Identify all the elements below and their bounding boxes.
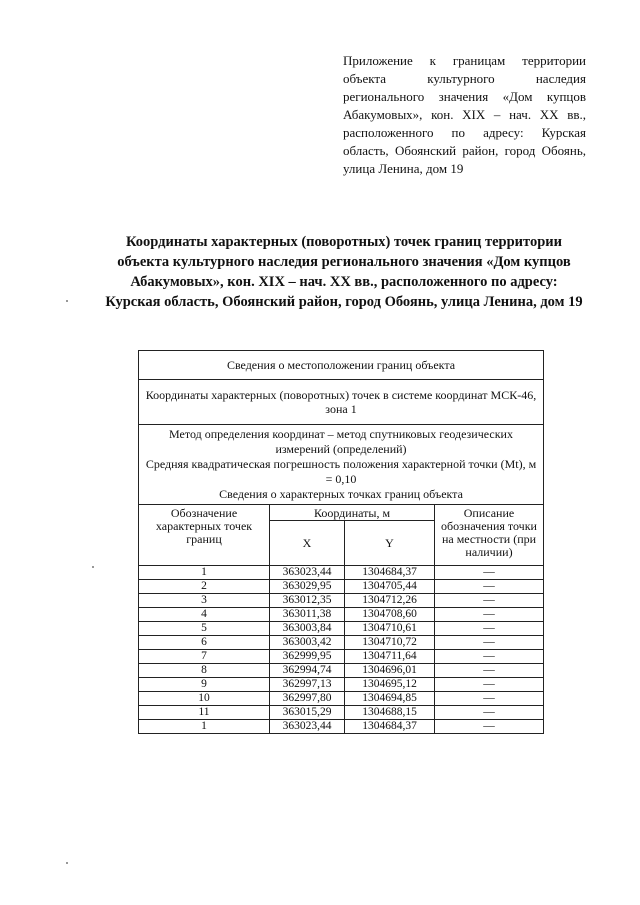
coordinates-table-container (138, 350, 543, 734)
y-cell: 1304712,26 (345, 594, 435, 608)
x-cell: 363015,29 (270, 706, 345, 720)
section-points-title: Сведения о характерных точках границ объекта (219, 487, 463, 501)
scan-speck (92, 566, 94, 568)
header-y: Y (345, 521, 435, 566)
x-cell: 362997,13 (270, 678, 345, 692)
description-cell (435, 664, 544, 678)
header-x: X (270, 521, 345, 566)
coordinates-table (138, 350, 544, 734)
description-text: — (483, 622, 495, 634)
x-cell: 363003,42 (270, 636, 345, 650)
point-cell: 6 (139, 636, 270, 650)
description-cell (435, 650, 544, 664)
method-text: Метод определения координат – метод спутниковых геодезических измерений (определений) (169, 427, 513, 456)
x-cell: 362999,95 (270, 650, 345, 664)
description-text: — (483, 664, 495, 676)
section-coordinate-system: Координаты характерных (поворотных) точек в системе координат МСК-46, зона 1 (139, 380, 544, 425)
section-method (139, 425, 544, 505)
y-cell: 1304684,37 (345, 720, 435, 734)
description-cell (435, 720, 544, 734)
header-description: Описание обозначения точки на местности (при наличии) (435, 505, 544, 566)
point-cell: 2 (139, 580, 270, 594)
description-text: — (483, 608, 495, 620)
table-row (139, 720, 544, 734)
description-text: — (483, 678, 495, 690)
description-cell (435, 636, 544, 650)
coordinate-rows (139, 566, 544, 734)
y-cell: 1304710,61 (345, 622, 435, 636)
table-row (139, 636, 544, 650)
y-cell: 1304696,01 (345, 664, 435, 678)
table-row (139, 664, 544, 678)
y-cell: 1304711,64 (345, 650, 435, 664)
description-cell (435, 692, 544, 706)
description-cell (435, 706, 544, 720)
description-text: — (483, 650, 495, 662)
point-cell: 3 (139, 594, 270, 608)
x-cell: 362997,80 (270, 692, 345, 706)
y-cell: 1304684,37 (345, 566, 435, 580)
y-cell: 1304708,60 (345, 608, 435, 622)
table-row (139, 706, 544, 720)
x-cell: 362994,74 (270, 664, 345, 678)
table-row (139, 692, 544, 706)
description-text: — (483, 636, 495, 648)
x-cell: 363029,95 (270, 580, 345, 594)
description-text: — (483, 706, 495, 718)
description-cell (435, 622, 544, 636)
description-text: — (483, 720, 495, 732)
y-cell: 1304705,44 (345, 580, 435, 594)
scan-speck (66, 300, 68, 302)
point-cell: 7 (139, 650, 270, 664)
description-cell (435, 566, 544, 580)
description-cell (435, 608, 544, 622)
x-cell: 363003,84 (270, 622, 345, 636)
description-cell (435, 678, 544, 692)
x-cell: 363023,44 (270, 720, 345, 734)
description-text: — (483, 594, 495, 606)
table-row (139, 594, 544, 608)
point-cell: 9 (139, 678, 270, 692)
y-cell: 1304710,72 (345, 636, 435, 650)
appendix-text: Приложение к границам территории объекта культурного наследия регионального значения «Дом купцов Абакумовых», кон. XIX – нач. XX вв., расположенного по адресу: Курская область, Обоянский район, город Обоянь, улица Ленина, дом 19 (343, 53, 586, 176)
table-row (139, 678, 544, 692)
y-cell: 1304694,85 (345, 692, 435, 706)
point-cell: 5 (139, 622, 270, 636)
document-title (104, 232, 584, 312)
scan-speck (66, 862, 68, 864)
section-row-coordinate-system (139, 380, 544, 425)
section-location: Сведения о местоположении границ объекта (139, 351, 544, 380)
description-cell (435, 580, 544, 594)
table-row (139, 650, 544, 664)
table-row (139, 608, 544, 622)
table-row (139, 622, 544, 636)
header-coordinates: Координаты, м (270, 505, 435, 521)
point-cell: 11 (139, 706, 270, 720)
point-cell: 1 (139, 720, 270, 734)
description-text: — (483, 566, 495, 578)
y-cell: 1304688,15 (345, 706, 435, 720)
point-cell: 1 (139, 566, 270, 580)
table-row (139, 566, 544, 580)
section-row-method (139, 425, 544, 505)
table-row (139, 580, 544, 594)
document-title-text: Координаты характерных (поворотных) точек границ территории объекта культурного наследия регионального значения «Дом купцов Абакумовых», кон. XIX – нач. XX вв., расположенного по адресу: Курская область, Обоянский район, город Обоянь, улица Ленина, дом 19 (105, 234, 583, 310)
point-cell: 10 (139, 692, 270, 706)
x-cell: 363023,44 (270, 566, 345, 580)
accuracy-text: Средняя квадратическая погрешность положения характерной точки (Mt), м = 0,10 (145, 457, 537, 486)
header-designation: Обозначение характерных точек границ (139, 505, 270, 566)
header-row-top (139, 505, 544, 521)
description-cell (435, 594, 544, 608)
description-text: — (483, 692, 495, 704)
x-cell: 363012,35 (270, 594, 345, 608)
x-cell: 363011,38 (270, 608, 345, 622)
description-text: — (483, 580, 495, 592)
point-cell: 4 (139, 608, 270, 622)
section-row-location (139, 351, 544, 380)
point-cell: 8 (139, 664, 270, 678)
appendix-note (343, 52, 586, 178)
y-cell: 1304695,12 (345, 678, 435, 692)
